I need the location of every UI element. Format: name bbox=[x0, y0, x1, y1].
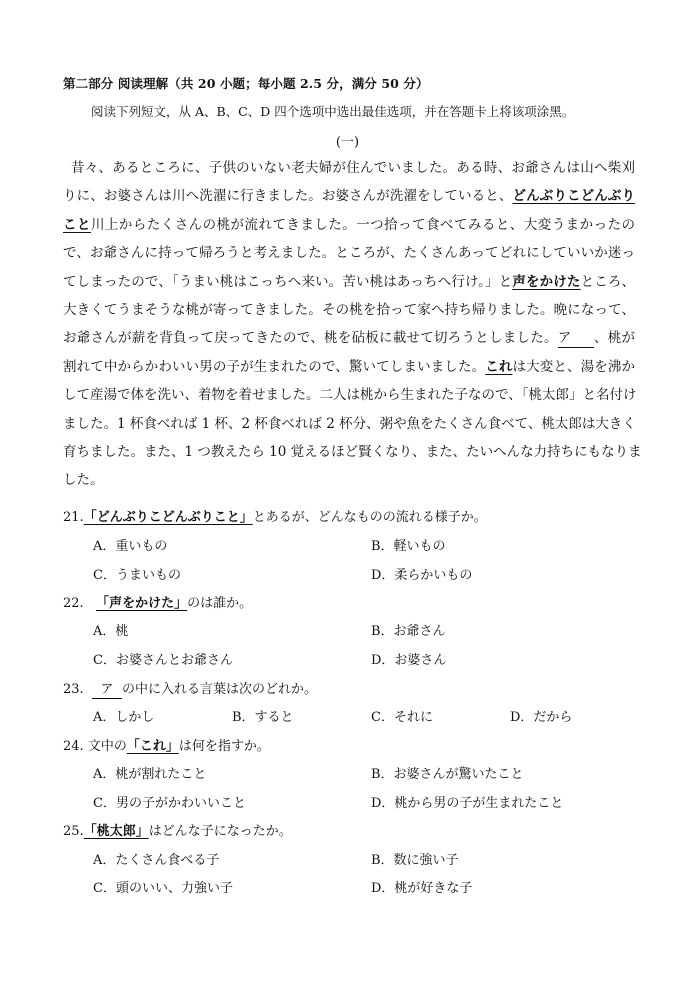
option-d[interactable]: D．お婆さん bbox=[371, 653, 447, 668]
passage-line: 昔々、あるところに、子供のいない老夫婦が住んでいました。ある時、お爺さんは山へ柴刈 bbox=[71, 160, 635, 176]
option-d[interactable]: D．桃から男の子が生まれたこと bbox=[371, 796, 564, 811]
option-c[interactable]: C．お婆さんとお爺さん bbox=[93, 653, 233, 668]
option-b[interactable]: B．すると bbox=[232, 710, 294, 725]
option-c[interactable]: C．頭のいい、力強い子 bbox=[93, 881, 233, 896]
option-a[interactable]: A．たくさん食べる子 bbox=[93, 853, 220, 868]
passage-line: ました。1 杯食べれば 1 杯、2 杯食べれば 2 杯分、粥や魚をたくさん食べて、桃太郎は大きく bbox=[63, 415, 636, 432]
passage-line: で、お爺さんに持って帰ろうと考えました。ところが、たくさんあってどれにしていいか迷っ bbox=[63, 245, 635, 262]
underlined-phrase: どんぶりこどんぶり bbox=[512, 188, 636, 205]
passage-line: お爺さんが薪を背負って戻ってきたので、桃を砧板に載せて切ろうとしました。ア 、桃が bbox=[63, 330, 636, 347]
passage-line: した。 bbox=[63, 472, 104, 489]
passage-line: 大きくてうまそうな桃が寄ってきました。その桃を拾って家へ持ち帰りました。晩になって、 bbox=[63, 301, 635, 318]
underlined-phrase: こと bbox=[63, 216, 91, 233]
option-d[interactable]: D．柔らかいもの bbox=[371, 568, 473, 583]
question-keyword: 「声をかけた」 bbox=[96, 596, 188, 611]
question-keyword: 「桃太郎」 bbox=[83, 824, 149, 839]
option-b[interactable]: B．お婆さんが驚いたこと bbox=[371, 767, 524, 782]
passage-line: りに、お婆さんは川へ洗濯に行きました。お婆さんが洗濯をしていると、どんぶりこどんぶり bbox=[63, 188, 636, 205]
option-c[interactable]: C．うまいもの bbox=[93, 568, 181, 583]
option-a[interactable]: A．しかし bbox=[93, 710, 155, 725]
passage-line: こと川上からたくさんの桃が流れてきました。一つ拾って食べてみると、大変うまかったの bbox=[63, 216, 636, 233]
question-22: 22. 「声をかけた」のは誰か。 bbox=[63, 596, 253, 611]
passage-line: てしまったので、「うまい桃はこっちへ来い。苦い桃はあっちへ行け。」と声をかけたところ、 bbox=[63, 273, 636, 290]
passage-line: 育ちました。また、1 つ教えたら 10 覚えるほど賢くなり、また、たいへんな力持ちにもなりま bbox=[63, 443, 642, 460]
question-keyword: 「どんぶりこどんぶりこと」 bbox=[83, 510, 253, 525]
option-a[interactable]: A．重いもの bbox=[93, 539, 168, 554]
option-d[interactable]: D．だから bbox=[510, 710, 573, 725]
question-keyword: 「これ」 bbox=[126, 739, 179, 754]
option-a[interactable]: A．桃 bbox=[93, 624, 129, 639]
underlined-phrase: 声をかけた bbox=[512, 273, 581, 290]
question-23: 23. ア の中に入れる言葉は次のどれか。 bbox=[63, 682, 317, 697]
underlined-phrase: これ bbox=[485, 358, 513, 375]
option-c[interactable]: C．それに bbox=[371, 710, 433, 725]
question-24: 24. 文中の「これ」は何を指すか。 bbox=[63, 739, 270, 754]
passage-line: 割れて中からかわいい男の子が生まれたので、驚いてしまいました。これは大変と、湯を沸か bbox=[63, 358, 636, 375]
option-b[interactable]: B．お爺さん bbox=[371, 624, 446, 639]
passage-line: して産湯で体を洗い、着物を着せました。二人は桃から生まれた子なので、「桃太郎」と名付け bbox=[63, 387, 637, 404]
answer-blank: ア bbox=[92, 682, 122, 699]
question-25: 25.「桃太郎」はどんな子になったか。 bbox=[63, 824, 292, 839]
question-21: 21.「どんぶりこどんぶりこと」とあるが、どんなものの流れる様子か。 bbox=[63, 510, 487, 525]
instructions: 阅读下列短文，从 A、B、C、D 四个选项中选出最佳选项，并在答题卡上将该项涂黑。 bbox=[91, 104, 575, 119]
option-d[interactable]: D．桃が好きな子 bbox=[371, 881, 473, 896]
reading-passage bbox=[63, 154, 642, 495]
option-b[interactable]: B．軽いもの bbox=[371, 539, 446, 554]
option-a[interactable]: A．桃が割れたこと bbox=[93, 767, 207, 782]
section-title: 第二部分 阅读理解（共 20 小题；每小题 2.5 分，满分 50 分） bbox=[63, 76, 429, 91]
passage-number: (一) bbox=[335, 135, 360, 150]
option-c[interactable]: C．男の子がかわいいこと bbox=[93, 796, 246, 811]
option-b[interactable]: B．数に強い子 bbox=[371, 853, 459, 868]
answer-blank: ア bbox=[558, 329, 594, 348]
